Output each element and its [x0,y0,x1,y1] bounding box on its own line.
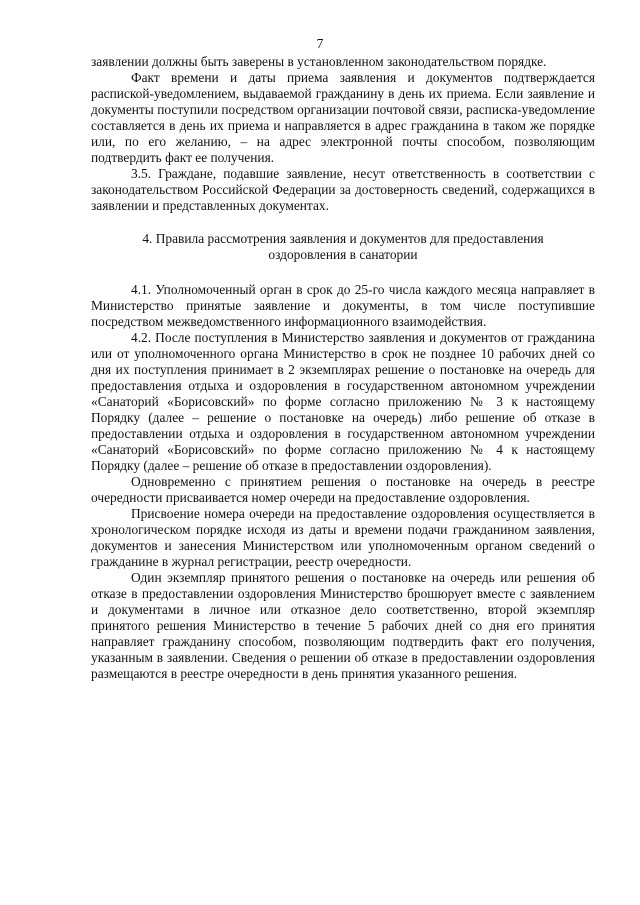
paragraph-queue-number: Одновременно с принятием решения о постановке на очередь в реестре очередности присваивается номер очереди на предоставление оздоровления. [91,474,595,505]
paragraph-3-5: 3.5. Граждане, подавшие заявление, несут ответственность в соответствии с законодательством Российской Федерации за достоверность сведений, содержащихся в заявлении и представленных документах. [91,166,595,213]
document-body [91,54,595,682]
paragraph-receipt: Факт времени и даты приема заявления и документов подтверждается распиской-уведомлением, выдаваемой гражданину в день их приема. Если заявление и документы поступили посредством организации почтовой связи, расписка-уведомление составляется в день их приема и направляется в адрес гражданина в таком же порядке или, по его желанию, – на адрес электронной почты способом, позволяющим подтвердить факт ее получения. [91,70,595,165]
paragraph-queue-assignment: Присвоение номера очереди на предоставление оздоровления осуществляется в хронологическом порядке исходя из даты и времени подачи гражданином заявления, документов и занесения Министерством или уполномоченным органом сведений о гражданине в журнал регистрации, реестр очередности. [91,506,595,569]
section-heading [91,231,595,263]
paragraph-4-2: 4.2. После поступления в Министерство заявления и документов от гражданина или от уполномоченного органа Министерство в срок не позднее 10 рабочих дней со дня их поступления принимает в 2 экземплярах решение о постановке на очередь для предоставления отдыха и оздоровления в государственном автономном учреждении «Санаторий «Борисовский» по форме согласно приложению № 3 к настоящему Порядку (далее – решение о постановке на очередь) либо решение об отказе в предоставлении отдыха и оздоровления в государственном автономном учреждении «Санаторий «Борисовский» по форме согласно приложению № 4 к настоящему Порядку (далее – решение об отказе в предоставлении оздоровления). [91,330,595,473]
section-heading-line2: оздоровления в санатории [268,247,418,262]
page-number: 7 [316,36,324,51]
paragraph-decision-copies: Один экземпляр принятого решения о постановке на очередь или решения об отказе в предоставлении оздоровления Министерство брошюрует вместе с заявлением и документами в личное или отказное дело соответственно, второй экземпляр принятого решения Министерство в течение 5 рабочих дней со дня его принятия направляет гражданину способом, позволяющим подтвердить факт его получения, указанным в заявлении. Сведения о решении об отказе в предоставлении оздоровления размещаются в реестре очередности в день принятия указанного решения. [91,570,595,681]
paragraph-continuation: заявлении должны быть заверены в установленном законодательством порядке. [91,54,547,69]
paragraph-4-1: 4.1. Уполномоченный орган в срок до 25-го числа каждого месяца направляет в Министерство принятые заявление и документы, в том числе поступившие посредством межведомственного информационного взаимодействия. [91,282,595,329]
section-heading-line1: 4. Правила рассмотрения заявления и документов для предоставления [142,231,544,246]
